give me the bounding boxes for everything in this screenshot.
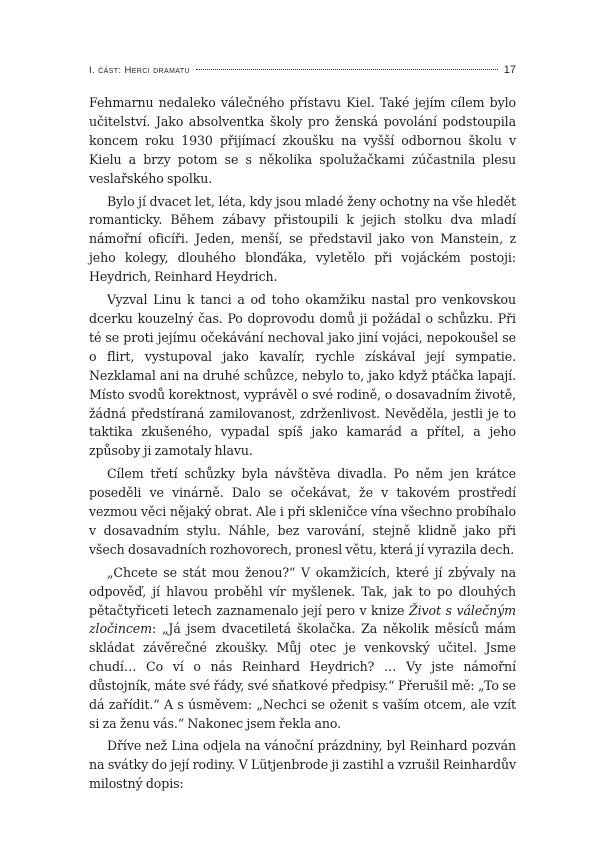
paragraph-6: Dříve než Lina odjela na vánoční prázdniny, byl Reinhard pozván na svátky do její rodiny. V Lütjenbrode ji zastihl a vzrušil Reinhardův milostný dopis: bbox=[89, 737, 516, 791]
chapter-title: I. část: Herci dramatu bbox=[89, 65, 190, 76]
running-header bbox=[89, 64, 516, 80]
header-dot-leader bbox=[196, 69, 498, 70]
paragraph-3: Vyzval Linu k tanci a od toho okamžiku nastal pro venkovskou dcerku kouzelný čas. Po doprovodu domů ji požádal o schůzku. Při té se proti jejímu očekávání nechoval jako jiní vojáci, nepokoušel se o flirt, vystupoval jako kavalír, rychle získával její sympatie. Nezklamal ani na druhé schůzce, nebylo to, jako když ptáčka lapají. Místo svodů korektnost, vyprávěl o své rodině, o dosavadním životě, žádná předstíraná zamilovanost, zdrženlivost. Nevěděla, jestli je to taktika zkušeného, vypadal spíš jako kamarád a přítel, a jeho způsoby ji zamotaly hlavu. bbox=[89, 292, 516, 459]
quote-text-part-2: : „Já jsem dvacetiletá školačka. Za několik měsíců mám skládat závěrečné zkoušky. Můj otec je venkovský učitel. Jsme chudí… Co ví o nás Reinhard Heydrich? … Vy jste námořní důstojník, máte své řády, své sňatkové předpisy.“ Přerušil mě: „To se dá zařídit.“ A s úsměvem: „Nechci se oženit s vaším otcem, ale vzít si za ženu vás.“ Nakonec jsem řekla ano. bbox=[89, 621, 516, 731]
paragraph-5 bbox=[89, 564, 516, 734]
book-title: Život s válečným zločincem bbox=[89, 602, 516, 637]
page-number: 17 bbox=[503, 64, 516, 76]
page-body bbox=[89, 94, 516, 798]
paragraph-4: Cílem třetí schůzky byla návštěva divadla. Po něm jen krátce poseděli ve vinárně. Dalo se očekávat, že v takovém prostředí vezmou věci nějaký obrat. Ale i při skleničce vína všechno probíhalo v dosavadním stylu. Náhle, bez varování, stejně klidně jako při všech dosavadních rozhovorech, pronesl větu, která jí vyrazila dech. bbox=[89, 466, 516, 557]
paragraph-1: Fehmarnu nedaleko válečného přístavu Kiel. Také jejím cílem bylo učitelství. Jako absolventka školy pro ženská povolání podstoupila koncem roku 1930 přijímací zkoušku na vyšší odbornou školu v Kielu a brzy potom se s několika spolužačkami zúčastnila plesu veslařského spolku. bbox=[89, 95, 516, 186]
paragraph-2: Bylo jí dvacet let, léta, kdy jsou mladé ženy ochotny na vše hledět romanticky. Během zábavy přistoupili k jejich stolku dva mladí námořní oficíři. Jeden, menší, se představil jako von Manstein, z jeho kolegy, dlouhého blonďáka, vyletělo při vojáckém postoji: Heydrich, Reinhard Heydrich. bbox=[89, 193, 516, 285]
quote-text-part-1: „Chcete se stát mou ženou?“ V okamžicích, které jí zbývaly na odpověď, jí hlavou proběhl vír myšlenek. Tak, jak to po dlouhých pětačtyřiceti letech zaznamenalo její pero v knize bbox=[89, 564, 516, 618]
